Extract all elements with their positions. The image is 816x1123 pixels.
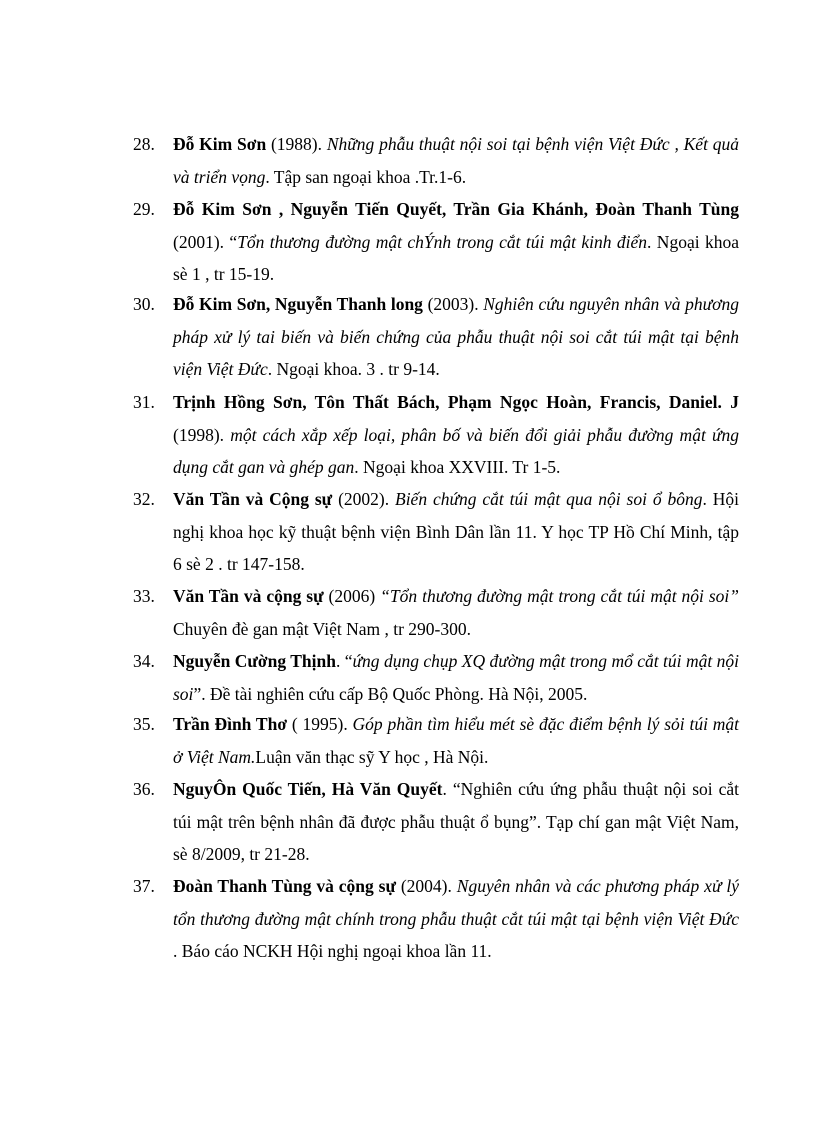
reference-author: NguyÔn Quốc Tiến, Hà Văn Quyết	[173, 779, 443, 799]
reference-source: . Ngoại khoa. 3 . tr 9-14.	[267, 359, 440, 379]
reference-source: . Báo cáo NCKH Hội nghị ngoại khoa lần 11.	[173, 941, 492, 961]
reference-item	[133, 386, 739, 484]
reference-title: Nghiên cứu nguyên nhân và phương pháp xử lý tai biến và biến chứng của phẫu thuật nội soi cắt túi mật tại bệnh viện Việt Đức	[173, 294, 739, 379]
reference-text	[173, 773, 739, 871]
reference-author: Đỗ Kim Sơn , Nguyễn Tiến Quyết, Trần Gia Khánh, Đoàn Thanh Tùng	[173, 199, 739, 219]
reference-author: Văn Tần và Cộng sự	[173, 489, 333, 509]
reference-number: 35.	[133, 714, 155, 734]
reference-source: ”. Đề tài nghiên cứu cấp Bộ Quốc Phòng. Hà Nội, 2005.	[193, 683, 588, 704]
reference-year: (2001). “	[173, 231, 238, 252]
reference-year: (1988).	[266, 134, 327, 154]
reference-number: 31.	[133, 392, 155, 412]
reference-source: . Ngoại khoa XXVIII. Tr 1-5.	[354, 457, 561, 477]
reference-text	[173, 386, 739, 484]
reference-author: Văn Tần và cộng sự	[173, 586, 324, 606]
reference-item	[133, 870, 739, 968]
reference-item	[133, 288, 739, 386]
reference-text	[173, 645, 739, 710]
reference-year: (2006)	[323, 586, 381, 606]
reference-source: . Hội nghị khoa học kỹ thuật bệnh viện Bình Dân lần 11. Y học TP Hồ Chí Minh, tập 6 sè 2 . tr 147-158.	[173, 489, 739, 574]
reference-text	[173, 483, 739, 581]
reference-year: . “	[335, 651, 353, 671]
reference-source: . “Nghiên cứu ứng phẫu thuật nội soi cắt túi mật trên bệnh nhân đã được phẫu thuật ổ bụng”. Tạp chí gan mật Việt Nam, sè 8/2009, tr 21-28.	[173, 779, 739, 864]
reference-number: 32.	[133, 489, 155, 509]
reference-number: 28.	[133, 134, 155, 154]
reference-title: Nguyên nhân và các phương pháp xử lý tổn thương đường mật chính trong phẫu thuật cắt túi mật tại bệnh viện Việt Đức	[173, 876, 740, 929]
reference-text	[173, 128, 739, 193]
reference-number: 37.	[133, 876, 155, 896]
reference-number: 33.	[133, 586, 155, 606]
reference-year: (2004).	[395, 876, 457, 896]
reference-number: 29.	[133, 199, 155, 219]
reference-number: 30.	[133, 294, 155, 314]
reference-year: (2003).	[422, 294, 484, 314]
reference-author: Nguyễn Cường Thịnh	[173, 651, 336, 671]
reference-source: Chuyên đè gan mật Việt Nam , tr 290-300.	[173, 618, 472, 639]
reference-year: ( 1995).	[287, 714, 353, 734]
reference-item	[133, 708, 739, 773]
reference-text	[173, 708, 739, 773]
reference-source: . Tập san ngoại khoa .Tr.1-6.	[265, 166, 467, 187]
reference-author: Trần Đình Thơ	[173, 714, 288, 734]
reference-author: Đỗ Kim Sơn	[173, 134, 267, 154]
reference-title: “Tổn thương đường mật trong cắt túi mật nội soi”	[380, 586, 739, 606]
reference-author: Đoàn Thanh Tùng và cộng sự	[173, 876, 396, 896]
reference-item	[133, 773, 739, 871]
reference-item	[133, 193, 739, 291]
reference-item	[133, 645, 739, 710]
reference-item	[133, 128, 739, 193]
reference-year: (1998).	[173, 424, 231, 445]
reference-title: ứng dụng chụp XQ đường mật trong mổ cắt túi mật nội soi	[173, 651, 739, 704]
reference-title: Tổn thương đường mật chÝnh trong cắt túi mật kinh điển	[237, 231, 648, 252]
reference-title: Những phẫu thuật nội soi tại bệnh viện Việt Đức , Kết quả và triển vọng	[173, 134, 739, 187]
reference-author: Đỗ Kim Sơn, Nguyễn Thanh long	[173, 294, 423, 314]
reference-item	[133, 580, 739, 645]
reference-title: một cách xắp xếp loại, phân bố và biến đổi giải phẫu đường mật ứng dụng cắt gan và ghép gan	[173, 424, 740, 477]
reference-text	[173, 288, 739, 386]
reference-source: Luận văn thạc sỹ Y học , Hà Nội.	[255, 746, 489, 767]
reference-author: Trịnh Hồng Sơn, Tôn Thất Bách, Phạm Ngọc Hoàn, Francis, Daniel. J	[173, 392, 739, 412]
reference-year: (2002).	[332, 489, 395, 509]
reference-item	[133, 483, 739, 581]
reference-number: 36.	[133, 779, 155, 799]
reference-title: Góp phần tìm hiểu mét sè đặc điểm bệnh lý sỏi túi mật ở Việt Nam.	[173, 714, 740, 767]
reference-source: . Ngoại khoa sè 1 , tr 15-19.	[173, 231, 739, 284]
reference-number: 34.	[133, 651, 155, 671]
reference-text	[173, 870, 739, 968]
reference-title: Biến chứng cắt túi mật qua nội soi ổ bông	[395, 489, 703, 509]
reference-text	[173, 193, 739, 291]
reference-text	[173, 580, 739, 645]
